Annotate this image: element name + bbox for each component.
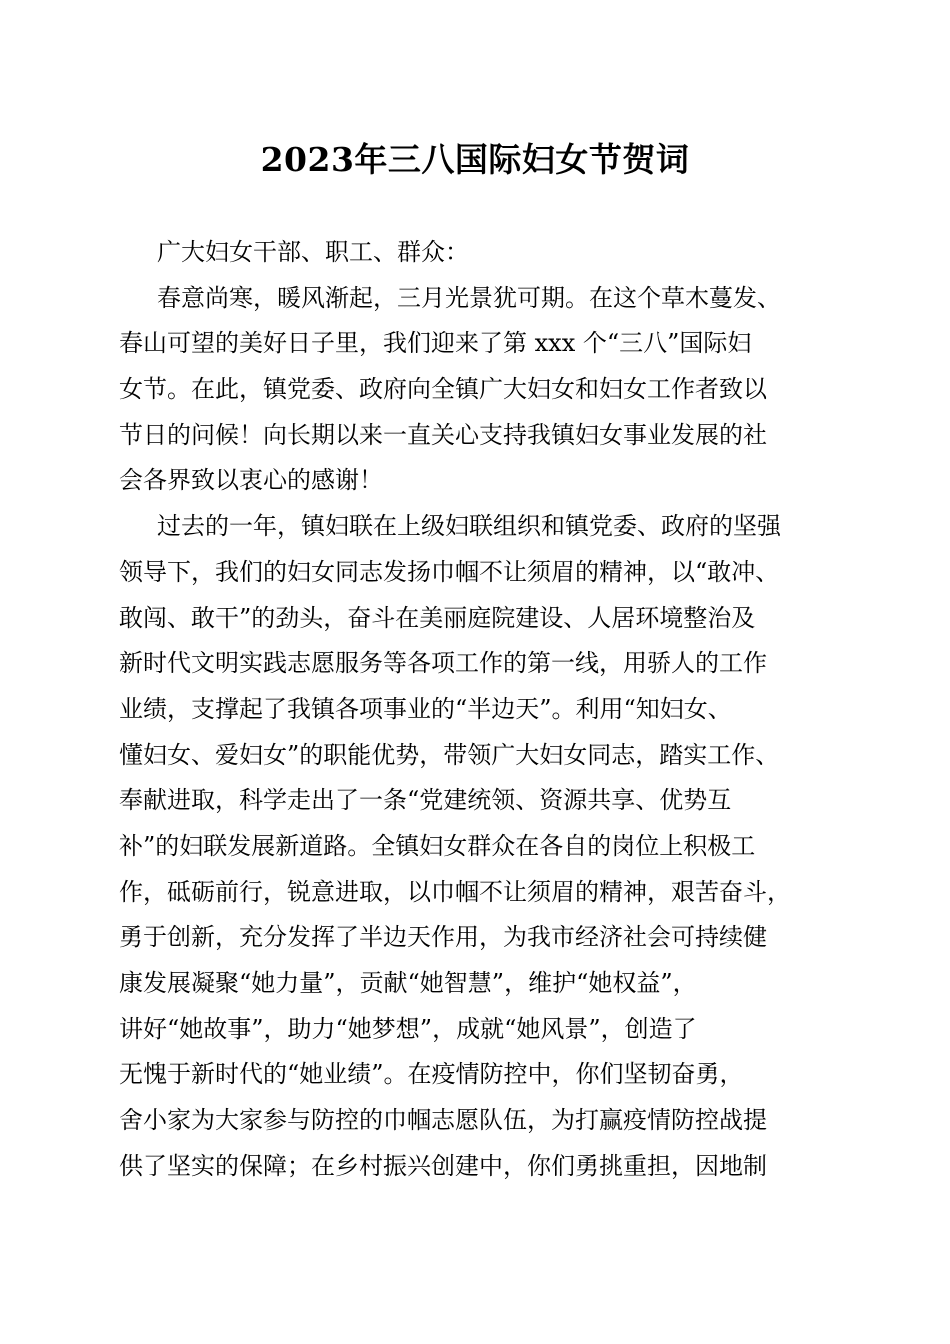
text-line: 春意尚寒，暖风渐起，三月光景犹可期。在这个草木蔓发、 [157,283,781,312]
text-line: 广大妇女干部、职工、群众： [157,238,469,266]
text-line: 讲好“她故事”，助力“她梦想”，成就“她风景”，创造了 [119,1014,697,1043]
document-body [119,230,831,1189]
text-line: 春山可望的美好日子里，我们迎来了第 xxx 个“三八”国际妇 [119,329,752,358]
text-line: 勇于创新，充分发挥了半边天作用，为我市经济社会可持续健 [119,923,767,952]
text-line: 奉献进取，科学走出了一条“党建统领、资源共享、优势互 [119,786,732,815]
text-line: 懂妇女、爱妇女”的职能优势，带领广大妇女同志，踏实工作、 [119,740,780,769]
text-line: 作，砥砺前行，锐意进取，以巾帼不让须眉的精神，艰苦奋斗， [119,877,791,906]
text-line: 舍小家为大家参与防控的巾帼志愿队伍，为打赢疫情防控战提 [119,1106,767,1135]
text-line: 节日的问候！向长期以来一直关心支持我镇妇女事业发展的社 [119,420,767,449]
text-line: 会各界致以衷心的感谢！ [119,466,383,495]
text-line: 补”的妇联发展新道路。全镇妇女群众在各自的岗位上积极工 [119,831,756,860]
text-line: 业绩，支撑起了我镇各项事业的“半边天”。利用“知妇女、 [119,694,732,723]
text-line: 供了坚实的保障；在乡村振兴创建中，你们勇挑重担，因地制 [119,1151,767,1180]
text-line: 女节。在此，镇党委、政府向全镇广大妇女和妇女工作者致以 [119,375,767,404]
text-line: 康发展凝聚“她力量”，贡献“她智慧”，维护“她权益”， [119,969,697,997]
text-line: 新时代文明实践志愿服务等各项工作的第一线，用骄人的工作 [119,649,767,678]
text-line: 过去的一年，镇妇联在上级妇联组织和镇党委、政府的坚强 [157,512,781,541]
text-line: 无愧于新时代的“她业绩”。在疫情防控中，你们坚韧奋勇， [119,1060,744,1089]
page-title: 2023年三八国际妇女节贺词 [260,140,690,179]
text-line: 敢闯、敢干”的劲头，奋斗在美丽庭院建设、人居环境整治及 [119,603,756,632]
text-line: 领导下，我们的妇女同志发扬巾帼不让须眉的精神，以“敢冲、 [119,557,780,586]
